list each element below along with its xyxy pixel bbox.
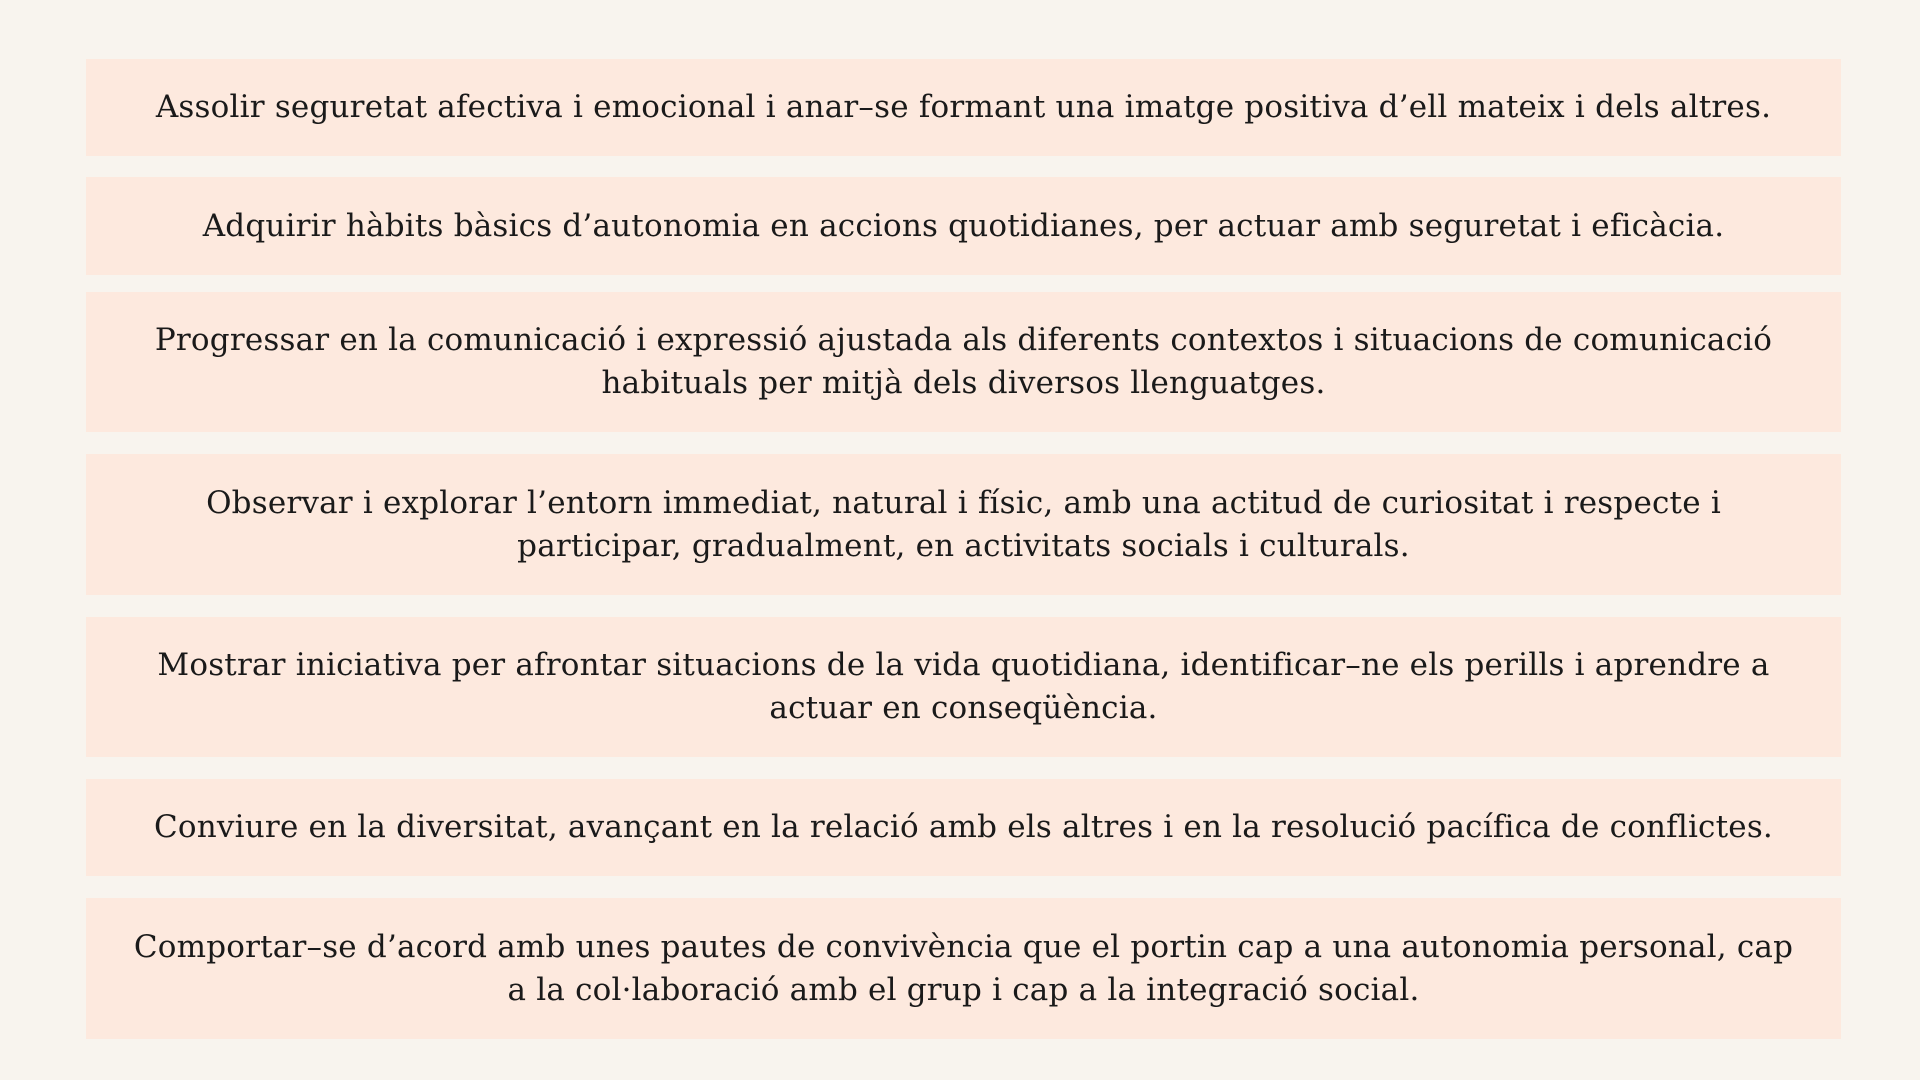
objective-text-2: Adquirir hàbits bàsics d’autonomia en accions quotidianes, per actuar amb seguretat i eficàcia.: [202, 207, 1725, 244]
objective-card-7: [86, 898, 1841, 1039]
objective-text-7: Comportar–se d’acord amb unes pautes de convivència que el portin cap a una autonomia personal, cap a la col·laboració amb el grup i cap a la integració social.: [133, 928, 1794, 1008]
objective-text-3: Progressar en la comunicació i expressió ajustada als diferents contextos i situacions de comunicació habituals per mitjà dels diversos llenguatges.: [154, 322, 1773, 401]
objective-text-5: Mostrar iniciativa per afrontar situacions de la vida quotidiana, identificar–ne els perills i aprendre a actuar en conseqüència.: [157, 647, 1770, 726]
objective-card-3: [86, 292, 1841, 432]
objective-text-4: Observar i explorar l’entorn immediat, natural i físic, amb una actitud de curiositat i respecte i participar, gradualment, en activitats socials i culturals.: [206, 484, 1721, 564]
objective-text-1: Assolir seguretat afectiva i emocional i anar–se formant una imatge positiva d’ell mateix i dels altres.: [155, 89, 1772, 125]
objective-card-4: [86, 454, 1841, 595]
objective-card-6: [86, 779, 1841, 876]
objective-card-1: [86, 59, 1841, 156]
objective-text-6: Conviure en la diversitat, avançant en la relació amb els altres i en la resolució pacífica de conflictes.: [153, 809, 1773, 845]
objective-card-2: [86, 177, 1841, 275]
objective-card-5: [86, 617, 1841, 757]
